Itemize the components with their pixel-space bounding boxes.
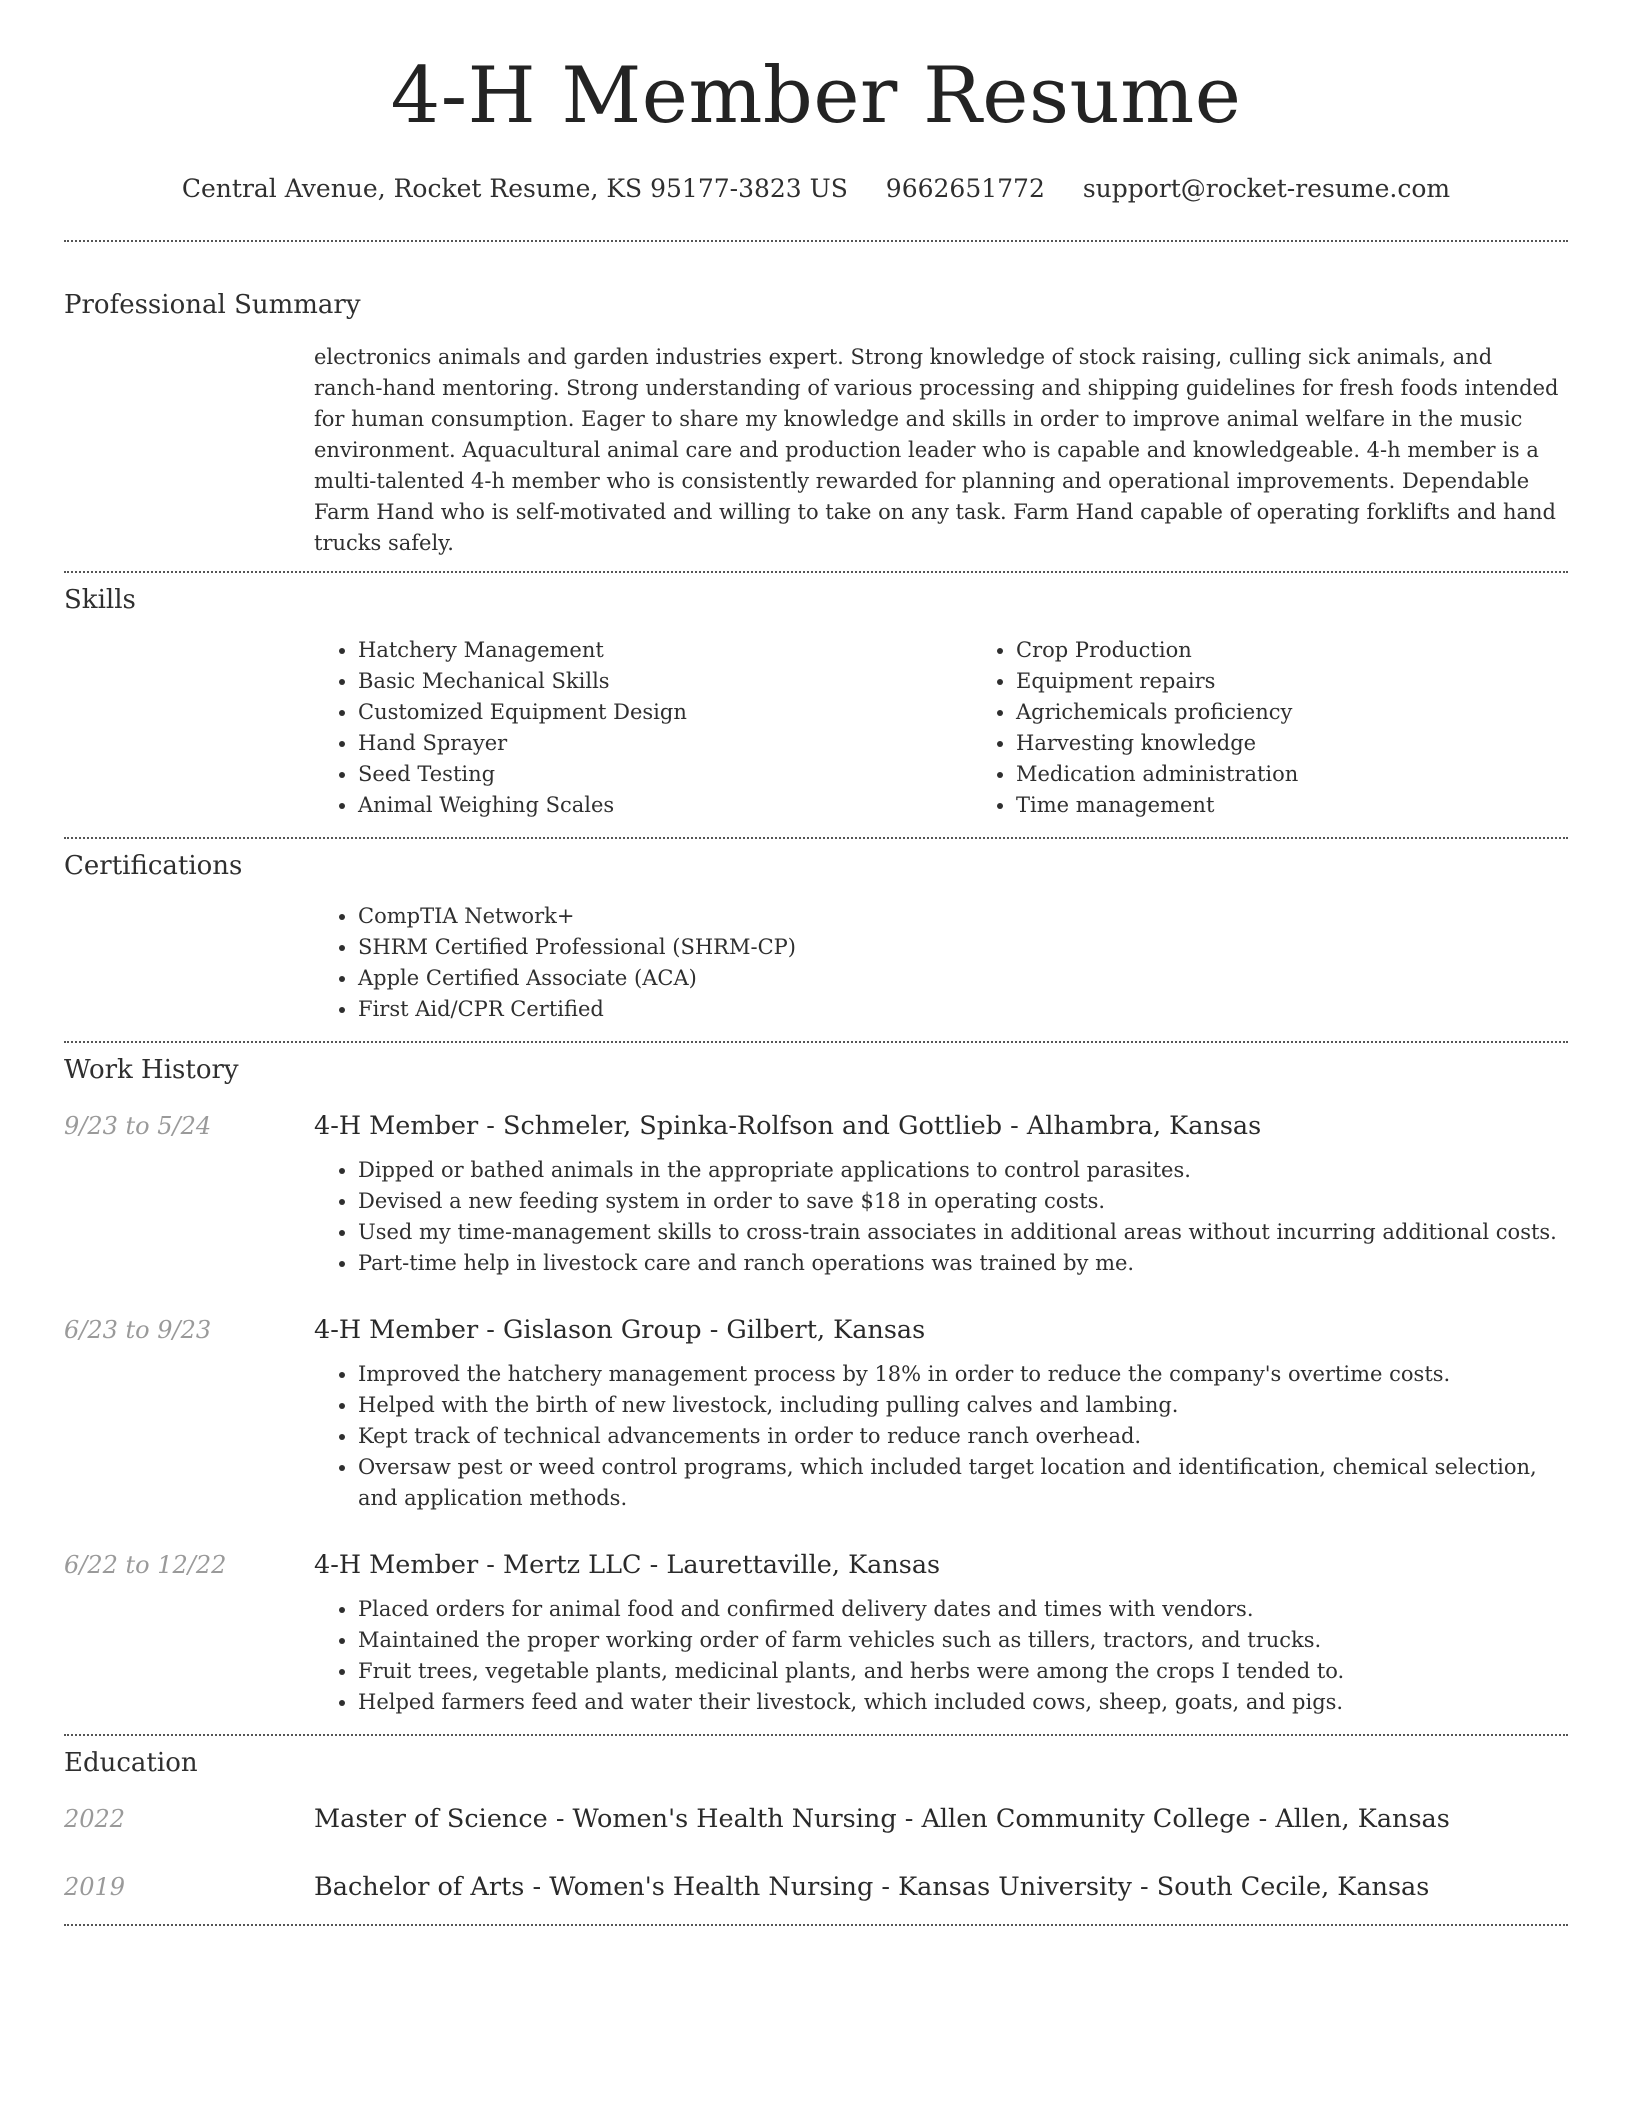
resume-title: 4-H Member Resume — [390, 51, 1242, 141]
education-entry — [64, 1870, 1568, 1904]
contact-email: support@rocket-resume.com — [1082, 174, 1451, 203]
job-duty: • Oversaw pest or weed control programs, which included target location and identification, chemical selection, and application methods. — [358, 1452, 1568, 1514]
skill-item: • Hatchery Management — [358, 635, 972, 666]
skill-item: • Agrichemicals proficiency — [1016, 697, 1630, 728]
job-duty: • Improved the hatchery management process by 18% in order to reduce the company's overtime costs. — [358, 1359, 1568, 1390]
education-year: 2022 — [64, 1805, 126, 1833]
contact-line — [64, 172, 1568, 206]
divider — [64, 1041, 1568, 1043]
job-title: 4-H Member - Gislason Group - Gilbert, Kansas — [314, 1315, 926, 1345]
divider — [64, 571, 1568, 573]
summary-section — [64, 288, 1568, 559]
job-entry — [64, 1109, 1568, 1279]
job-entry — [64, 1548, 1568, 1718]
skill-item: • Animal Weighing Scales — [358, 790, 972, 821]
divider — [64, 837, 1568, 839]
divider — [64, 240, 1568, 242]
job-duty: • Maintained the proper working order of farm vehicles such as tillers, tractors, and trucks. — [358, 1625, 1568, 1656]
education-year: 2019 — [64, 1873, 126, 1901]
education-entry — [64, 1802, 1568, 1836]
job-entry — [64, 1313, 1568, 1514]
certification-item: • SHRM Certified Professional (SHRM-CP) — [358, 932, 1568, 963]
skills-section — [64, 583, 1568, 821]
skills-list-left — [314, 635, 972, 821]
skill-item: • Seed Testing — [358, 759, 972, 790]
certifications-section — [64, 849, 1568, 1025]
job-duty: • Part-time help in livestock care and ranch operations was trained by me. — [358, 1248, 1568, 1279]
education-heading: Education — [64, 1748, 198, 1778]
work-history-section — [64, 1053, 1568, 1718]
job-duty: • Fruit trees, vegetable plants, medicinal plants, and herbs were among the crops I tended to. — [358, 1656, 1568, 1687]
skill-item: • Time management — [1016, 790, 1630, 821]
job-duties — [314, 1359, 1568, 1514]
education-section — [64, 1746, 1568, 1904]
summary-text: electronics animals and garden industries expert. Strong knowledge of stock raising, culling sick animals, and ranch-hand mentoring. Strong understanding of various processing and shipping guidelines for fresh foods intended for human consumption. Eager to share my knowledge and skills in order to improve animal welfare in the music environment. Aquacultural animal care and production leader who is capable and knowledgeable. 4-h member is a multi-talented 4-h member who is consistently rewarded for planning and operational improvements. Dependable Farm Hand who is self-motivated and willing to take on any task. Farm Hand capable of operating forklifts and hand trucks safely. — [314, 345, 1559, 555]
job-duty: • Devised a new feeding system in order to save $18 in operating costs. — [358, 1186, 1568, 1217]
divider — [64, 1924, 1568, 1926]
job-duty: • Helped farmers feed and water their livestock, which included cows, sheep, goats, and pigs. — [358, 1687, 1568, 1718]
work-history-heading: Work History — [64, 1055, 239, 1085]
education-degree: Bachelor of Arts - Women's Health Nursing - Kansas University - South Cecile, Kansas — [314, 1872, 1430, 1902]
skill-item: • Customized Equipment Design — [358, 697, 972, 728]
certification-item: • First Aid/CPR Certified — [358, 994, 1568, 1025]
skill-item: • Basic Mechanical Skills — [358, 666, 972, 697]
job-date: 6/23 to 9/23 — [64, 1316, 212, 1344]
skill-item: • Crop Production — [1016, 635, 1630, 666]
job-date: 9/23 to 5/24 — [64, 1112, 212, 1140]
job-duty: • Dipped or bathed animals in the appropriate applications to control parasites. — [358, 1155, 1568, 1186]
skill-item: • Medication administration — [1016, 759, 1630, 790]
skill-item: • Hand Sprayer — [358, 728, 972, 759]
job-duty: • Helped with the birth of new livestock, including pulling calves and lambing. — [358, 1390, 1568, 1421]
job-duty: • Placed orders for animal food and confirmed delivery dates and times with vendors. — [358, 1594, 1568, 1625]
job-duty: • Used my time-management skills to cross-train associates in additional areas without incurring additional costs. — [358, 1217, 1568, 1248]
contact-address: Central Avenue, Rocket Resume, KS 95177-3823 US — [181, 174, 848, 203]
job-date: 6/22 to 12/22 — [64, 1551, 227, 1579]
contact-phone: 9662651772 — [885, 174, 1045, 203]
divider — [64, 1734, 1568, 1736]
job-duties — [314, 1594, 1568, 1718]
certification-item: • CompTIA Network+ — [358, 901, 1568, 932]
job-duties — [314, 1155, 1568, 1279]
skill-item: • Equipment repairs — [1016, 666, 1630, 697]
education-degree: Master of Science - Women's Health Nursing - Allen Community College - Allen, Kansas — [314, 1804, 1450, 1834]
certifications-list — [314, 901, 1568, 1025]
skills-list-right — [972, 635, 1630, 821]
job-title: 4-H Member - Mertz LLC - Laurettaville, Kansas — [314, 1550, 941, 1580]
certifications-heading: Certifications — [64, 851, 243, 881]
job-duty: • Kept track of technical advancements in order to reduce ranch overhead. — [358, 1421, 1568, 1452]
job-title: 4-H Member - Schmeler, Spinka-Rolfson and Gottlieb - Alhambra, Kansas — [314, 1111, 1262, 1141]
certification-item: • Apple Certified Associate (ACA) — [358, 963, 1568, 994]
skills-heading: Skills — [64, 585, 136, 615]
skill-item: • Harvesting knowledge — [1016, 728, 1630, 759]
summary-heading: Professional Summary — [64, 290, 361, 320]
